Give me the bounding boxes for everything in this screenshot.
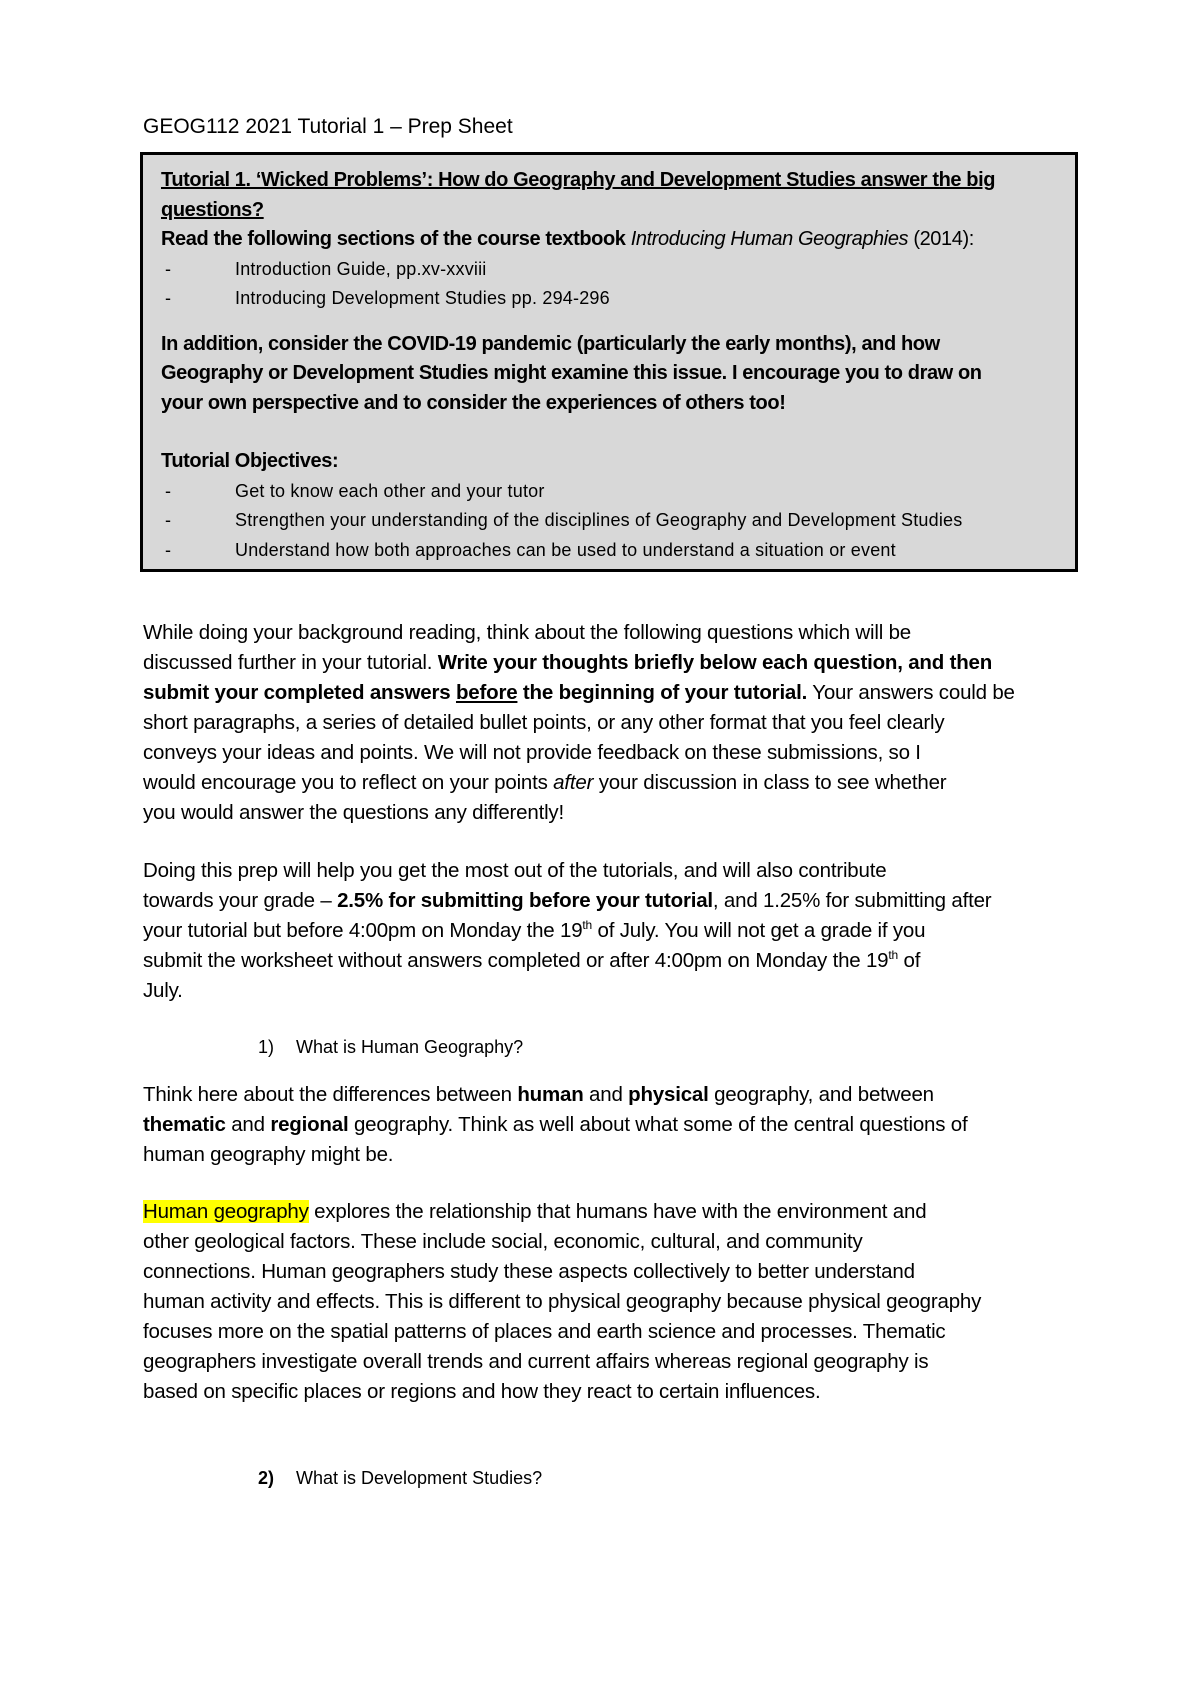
list-item: - Introducing Development Studies pp. 294-296 (165, 288, 610, 308)
question-number: 2) (258, 1468, 275, 1488)
covid-line-1: In addition, consider the COVID-19 pandemic (particularly the early months), and how (161, 332, 940, 355)
list-item: - Strengthen your understanding of the disciplines of Geography and Development Studies (165, 510, 963, 530)
objectives-heading: Tutorial Objectives: (161, 450, 339, 472)
instructions-paragraph-1: While doing your background reading, think about the following questions which will be discussed further in your tutorial. Write your thoughts briefly below each question, and then submit your completed answers before the beginning of your tutorial. Your answers could be short paragraphs, a series of detailed bullet points, or any other format that you feel clearly conveys your ideas and points. We will not provide feedback on these submissions, so I would encourage you to reflect on your points after your discussion in class to see whether you would answer the questions any differently! (143, 621, 1015, 824)
list-item: - Understand how both approaches can be used to understand a situation or event (165, 539, 896, 560)
question-1-guidance: Think here about the differences between human and physical geography, and between thematic and regional geography. Think as well about what some of the central questions of human geography might be. (143, 1083, 968, 1166)
question-1-answer: Human geography explores the relationship that humans have with the environment and other geological factors. These include social, economic, cultural, and community connections. Human geographers study these aspects collectively to better understand human activity and effects. This is different to physical geography because physical geography focuses more on the spatial patterns of places and earth science and processes. Thematic geographers investigate overall trends and current affairs whereas regional geography is based on specific places or regions and how they react to certain influences. (143, 1200, 982, 1403)
covid-line-3: your own perspective and to consider the experiences of others too! (161, 391, 786, 414)
question-number: 1) (258, 1037, 275, 1057)
reading-instruction (161, 225, 1061, 255)
list-item: - Get to know each other and your tutor (165, 480, 545, 501)
reading-list (161, 255, 1061, 314)
tutorial-heading-line-1: Tutorial 1. ‘Wicked Problems’: How do Geography and Development Studies answer the big (161, 169, 996, 191)
instructions-paragraph-2: Doing this prep will help you get the most out of the tutorials, and will also contribute towards your grade – 2.5% for submitting before your tutorial, and 1.25% for submitting after your tutorial but before 4:00pm on Monday the 19th of July. You will not get a grade if you submit the worksheet without answers completed or after 4:00pm on Monday the 19th of July. (143, 859, 992, 1002)
objectives-list (161, 477, 1061, 566)
question-text: What is Development Studies? (296, 1468, 543, 1488)
tutorial-heading-line-2: questions? (161, 198, 264, 221)
covid-line-2: Geography or Development Studies might examine this issue. I encourage you to draw on (161, 362, 982, 384)
question-text: What is Human Geography? (296, 1037, 524, 1057)
question-2-heading (258, 1464, 542, 1492)
textbook-title: Introducing Human Geographies (630, 228, 909, 250)
list-item: - Introduction Guide, pp.xv-xxviii (165, 258, 487, 279)
reading-prefix: Read the following sections of the course textbook (161, 228, 626, 250)
question-1-heading (258, 1033, 523, 1061)
textbook-year: (2014): (913, 228, 974, 250)
tutorial-info-box (140, 152, 1078, 572)
document-title: GEOG112 2021 Tutorial 1 – Prep Sheet (143, 115, 513, 138)
highlighted-term: Human geography (143, 1200, 309, 1223)
